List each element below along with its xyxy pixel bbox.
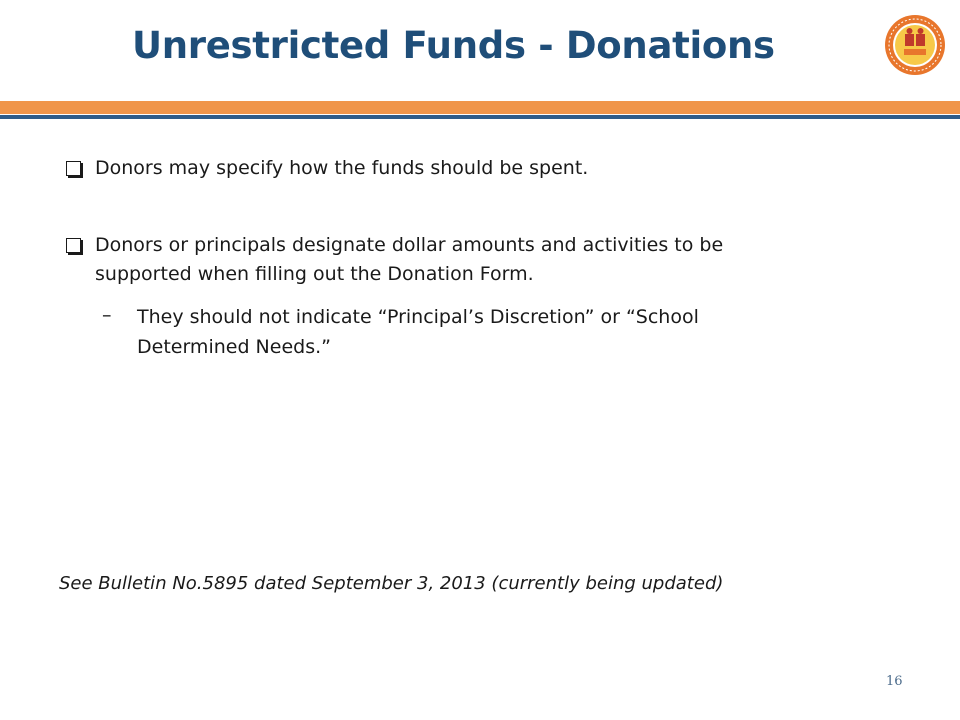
header-rule-blue	[0, 115, 960, 119]
school-district-seal-icon	[884, 14, 946, 76]
slide-title: Unrestricted Funds - Donations	[132, 24, 775, 67]
header-rule-orange	[0, 101, 960, 114]
page-number: 16	[886, 674, 903, 689]
checkbox-bullet-icon	[66, 161, 81, 176]
bullet-text-continued: supported when filling out the Donation Form.	[95, 263, 534, 285]
checkbox-bullet-icon	[66, 238, 81, 253]
bullet-text: Donors or principals designate dollar amounts and activities to be	[95, 234, 724, 256]
bulletin-note: See Bulletin No.5895 dated September 3, 2013 (currently being updated)	[59, 573, 724, 594]
sub-bullet-text-continued: Determined Needs.”	[137, 336, 331, 358]
sub-bullet-text: They should not indicate “Principal’s Discretion” or “School	[137, 306, 699, 328]
bullet-text: Donors may specify how the funds should be spent.	[95, 157, 589, 179]
dash-bullet-icon: –	[102, 304, 112, 326]
